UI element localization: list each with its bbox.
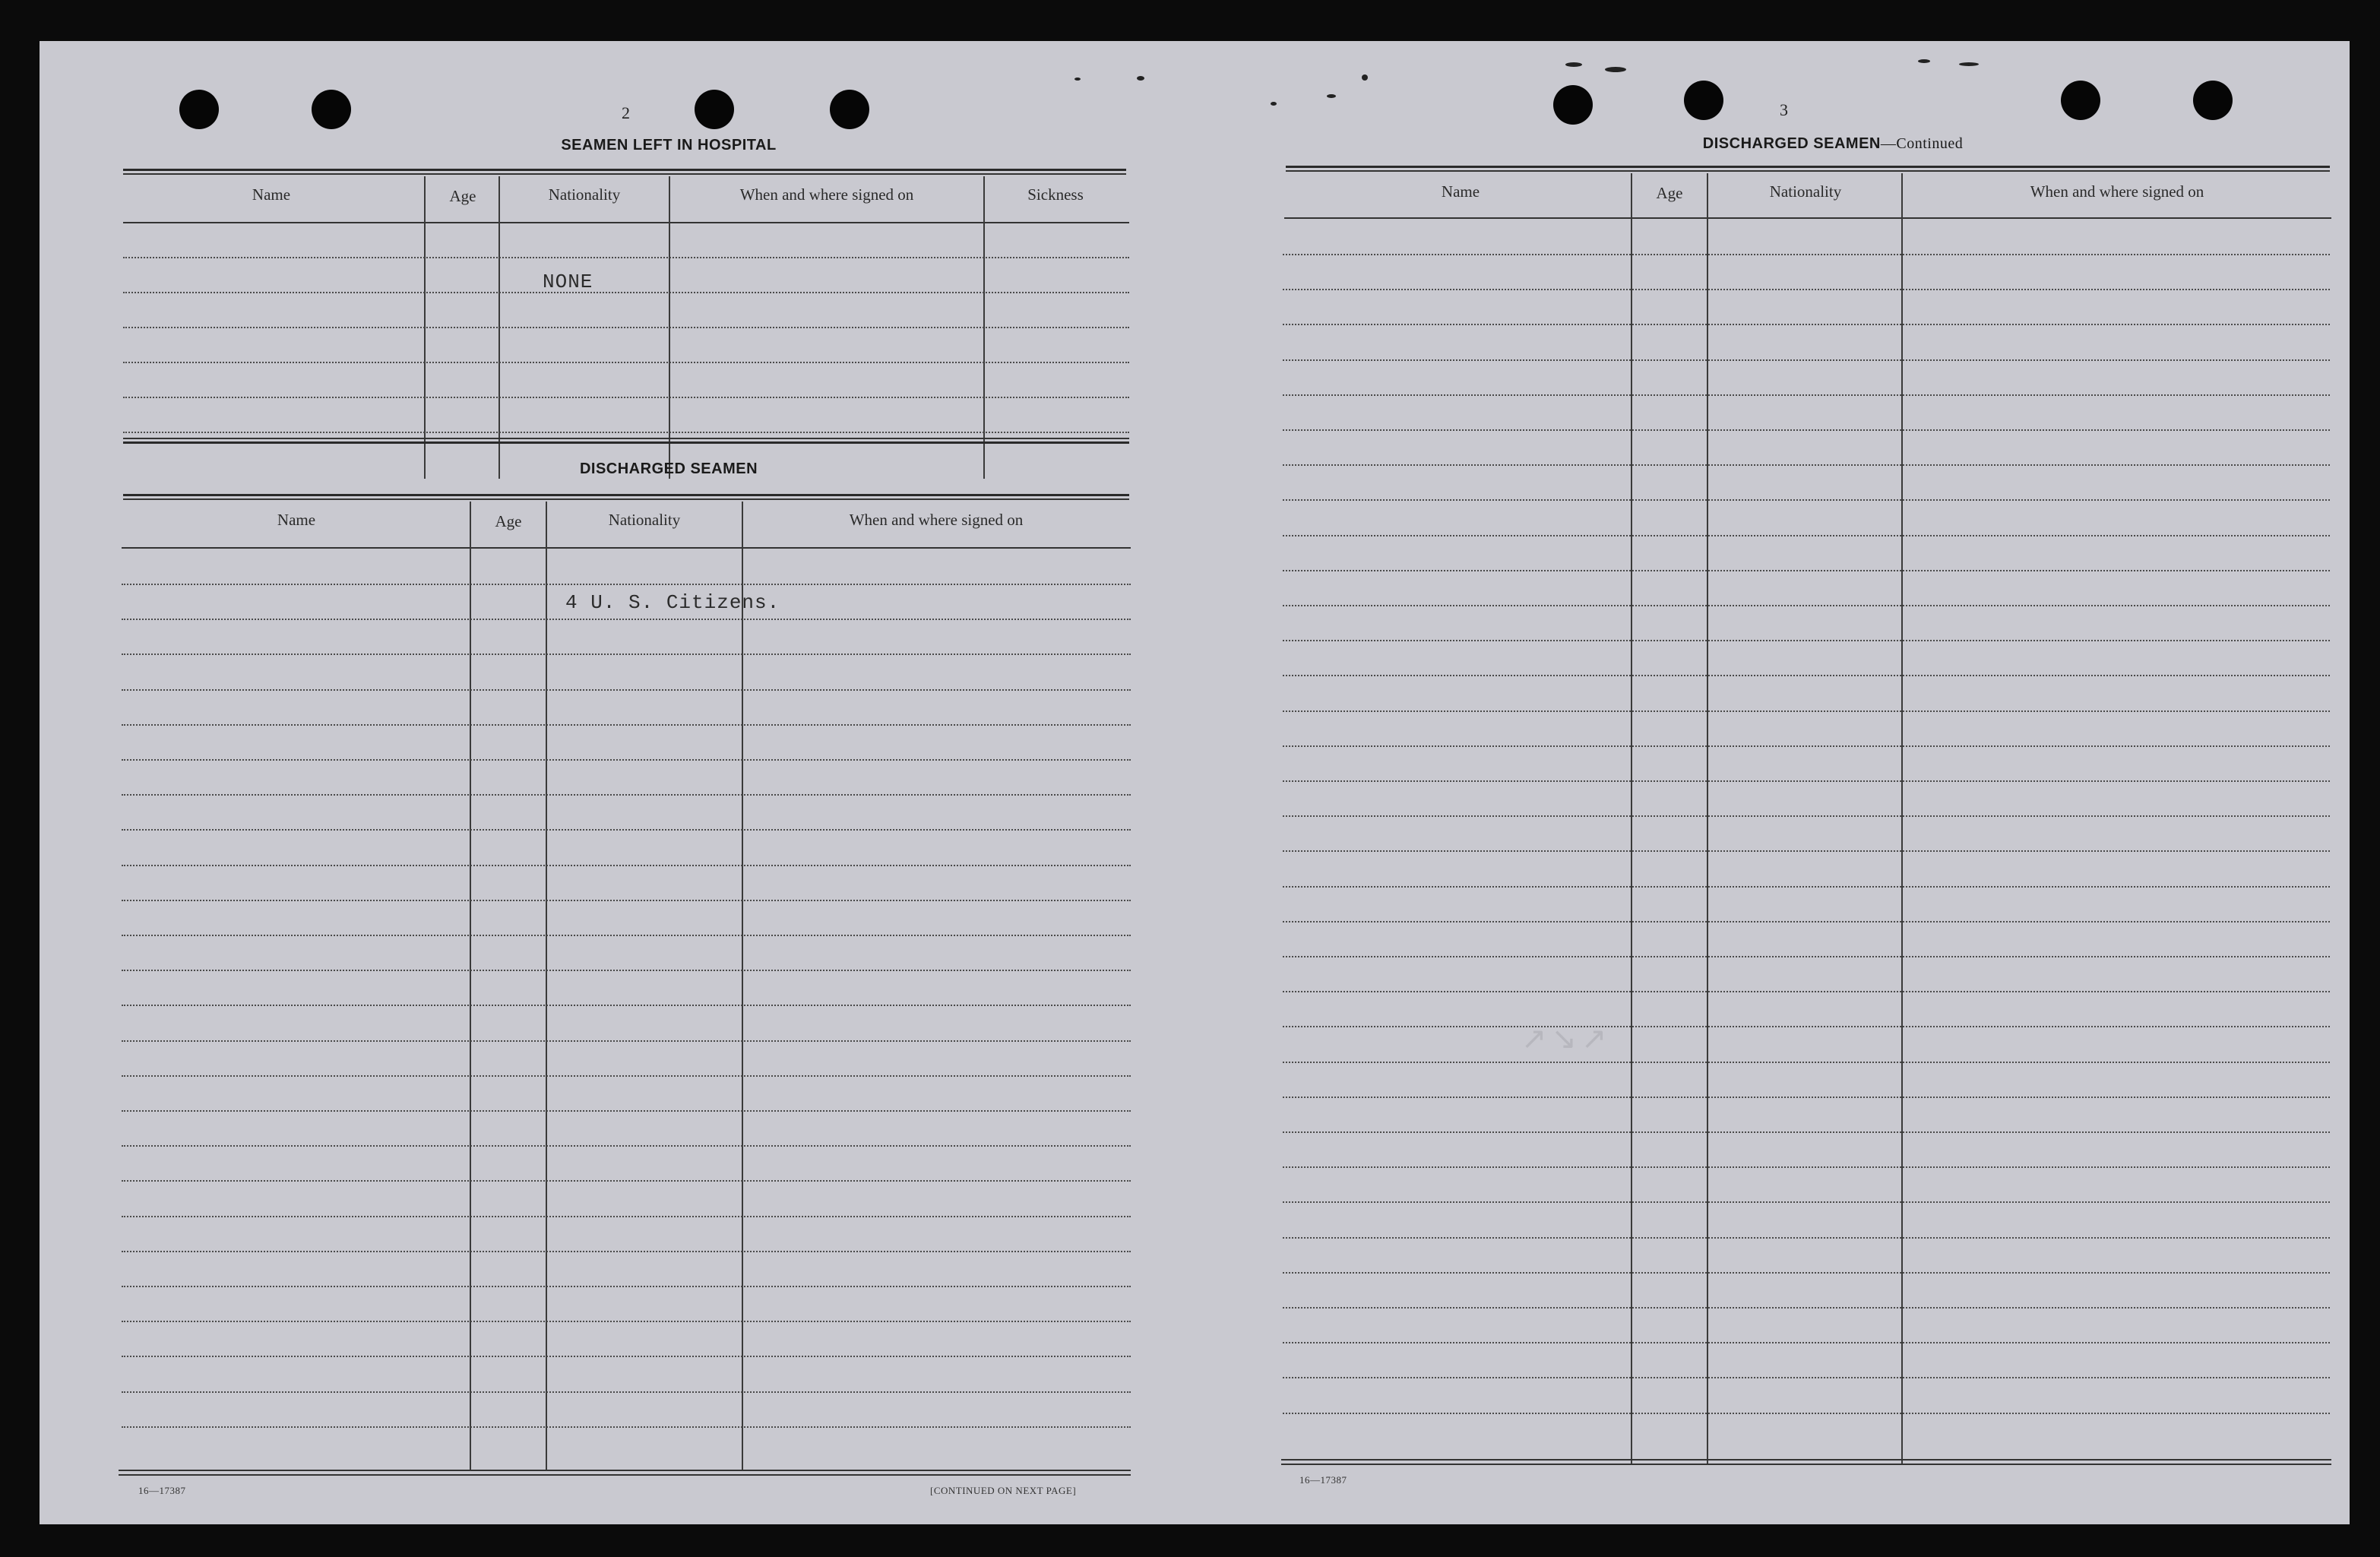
table-top-rule — [1286, 166, 2330, 168]
entry-line — [122, 1005, 1131, 1006]
entry-line — [1283, 1307, 2330, 1309]
entry-line — [122, 794, 1131, 796]
punch-hole — [2193, 81, 2233, 120]
header-underline — [123, 222, 1129, 223]
entry-line — [122, 759, 1131, 761]
table-top-rule — [1286, 170, 2330, 172]
table-bottom-rule — [119, 1470, 1131, 1471]
speck-mark — [1327, 94, 1336, 98]
entry-line — [1283, 710, 2330, 712]
entry-line — [1283, 956, 2330, 957]
entry-line — [1283, 535, 2330, 536]
entry-line — [123, 362, 1129, 363]
entry-line — [1283, 1166, 2330, 1168]
entry-line — [122, 865, 1131, 866]
column-header-name: Name — [1441, 182, 1480, 201]
entry-line — [122, 1180, 1131, 1182]
entry-line — [1283, 780, 2330, 782]
table-top-rule — [123, 169, 1126, 171]
speck-mark — [1605, 67, 1626, 72]
table-bottom-rule — [119, 1474, 1131, 1476]
entry-line — [122, 724, 1131, 726]
entry-line — [1283, 464, 2330, 466]
column-header-age: Age — [1656, 184, 1683, 202]
section-title-discharged: DISCHARGED SEAMEN — [579, 460, 758, 477]
speck-mark — [1362, 74, 1368, 81]
entry-line — [122, 689, 1131, 691]
continued-note: [CONTINUED ON NEXT PAGE] — [930, 1485, 1077, 1496]
column-header-nationality: Nationality — [1769, 182, 1842, 201]
entry-line — [1283, 675, 2330, 676]
column-header-nationality: Nationality — [548, 185, 621, 204]
entry-line — [122, 1145, 1131, 1147]
entry-line — [123, 397, 1129, 398]
header-underline — [122, 547, 1131, 549]
entry-line — [1283, 324, 2330, 325]
column-header-age: Age — [449, 187, 476, 205]
entry-line — [122, 900, 1131, 901]
entry-line — [1283, 570, 2330, 571]
table-bottom-rule — [123, 438, 1129, 439]
entry-line — [1283, 640, 2330, 641]
column-divider — [470, 502, 471, 1471]
entry-line — [1283, 991, 2330, 992]
speck-mark — [1271, 102, 1277, 106]
column-divider — [742, 502, 743, 1471]
column-header-signed-on: When and where signed on — [849, 511, 1024, 529]
entry-line — [1283, 359, 2330, 361]
punch-hole — [830, 90, 869, 129]
form-number: 16—17387 — [1299, 1474, 1347, 1486]
entry-line — [122, 1286, 1131, 1287]
column-header-signed-on: When and where signed on — [739, 185, 914, 204]
entry-line — [1283, 254, 2330, 255]
entry-line — [123, 257, 1129, 258]
speck-mark — [1074, 78, 1081, 81]
entry-line — [1283, 429, 2330, 431]
punch-hole — [1684, 81, 1723, 120]
entry-line — [1283, 1131, 2330, 1133]
entry-line — [1283, 499, 2330, 501]
entry-line — [122, 1321, 1131, 1322]
entry-line — [1283, 605, 2330, 606]
entry-line — [1283, 745, 2330, 747]
hospital-entry: NONE — [543, 271, 593, 293]
header-underline — [1284, 217, 2331, 219]
column-header-signed-on: When and where signed on — [2030, 182, 2204, 201]
section-title-suffix: —Continued — [1880, 135, 1964, 152]
entry-line — [122, 970, 1131, 971]
entry-line — [122, 1251, 1131, 1252]
entry-line — [122, 1356, 1131, 1357]
section-title-text: DISCHARGED SEAMEN — [1702, 135, 1881, 152]
column-divider — [546, 502, 547, 1471]
form-number: 16—17387 — [138, 1485, 186, 1496]
table-top-rule — [123, 173, 1126, 175]
table-bottom-rule — [1281, 1459, 2331, 1460]
entry-line — [122, 1110, 1131, 1112]
section-title-discharged-continued — [1286, 135, 2380, 153]
entry-line — [1283, 886, 2330, 888]
entry-line — [1283, 1062, 2330, 1063]
entry-line — [1283, 850, 2330, 852]
speck-mark — [1137, 76, 1144, 81]
column-header-nationality: Nationality — [608, 511, 681, 529]
page-number: 2 — [622, 103, 630, 122]
speck-mark — [1565, 62, 1582, 67]
punch-hole — [179, 90, 219, 129]
punch-hole — [695, 90, 734, 129]
entry-line — [1283, 1026, 2330, 1027]
entry-line — [123, 432, 1129, 433]
entry-line — [1283, 394, 2330, 396]
column-header-sickness: Sickness — [1027, 185, 1084, 204]
entry-line — [1283, 1097, 2330, 1098]
table-bottom-rule — [123, 441, 1129, 444]
entry-line — [122, 1040, 1131, 1042]
entry-line — [122, 935, 1131, 936]
section-title-hospital: SEAMEN LEFT IN HOSPITAL — [561, 137, 777, 153]
entry-line — [122, 1426, 1131, 1428]
speck-mark — [1959, 62, 1979, 66]
entry-line — [1283, 1342, 2330, 1343]
entry-line — [123, 327, 1129, 328]
table-bottom-rule — [1281, 1464, 2331, 1465]
page-number: 3 — [1780, 100, 1788, 119]
entry-line — [123, 292, 1129, 293]
discharged-entry: 4 U. S. Citizens. — [565, 591, 780, 614]
entry-line — [1283, 1413, 2330, 1414]
punch-hole — [1553, 85, 1593, 125]
column-header-name: Name — [277, 511, 316, 529]
punch-hole — [312, 90, 351, 129]
table-top-rule — [123, 494, 1129, 496]
entry-line — [1283, 1201, 2330, 1203]
entry-line — [122, 1216, 1131, 1217]
entry-line — [1283, 1237, 2330, 1239]
entry-line — [122, 1075, 1131, 1077]
entry-line — [122, 653, 1131, 655]
bleed-through-mark: ↗↘↗ — [1521, 1021, 1612, 1056]
entry-line — [1283, 1377, 2330, 1378]
entry-line — [1283, 1272, 2330, 1274]
column-header-name: Name — [252, 185, 291, 204]
document-sheet — [40, 41, 2350, 1524]
column-header-age: Age — [495, 512, 522, 530]
entry-line — [122, 584, 1131, 585]
entry-line — [1283, 921, 2330, 922]
table-top-rule — [123, 498, 1129, 500]
speck-mark — [1918, 59, 1930, 63]
entry-line — [1283, 289, 2330, 290]
entry-line — [122, 619, 1131, 620]
punch-hole — [2061, 81, 2100, 120]
entry-line — [122, 829, 1131, 831]
entry-line — [1283, 815, 2330, 817]
entry-line — [122, 1391, 1131, 1393]
